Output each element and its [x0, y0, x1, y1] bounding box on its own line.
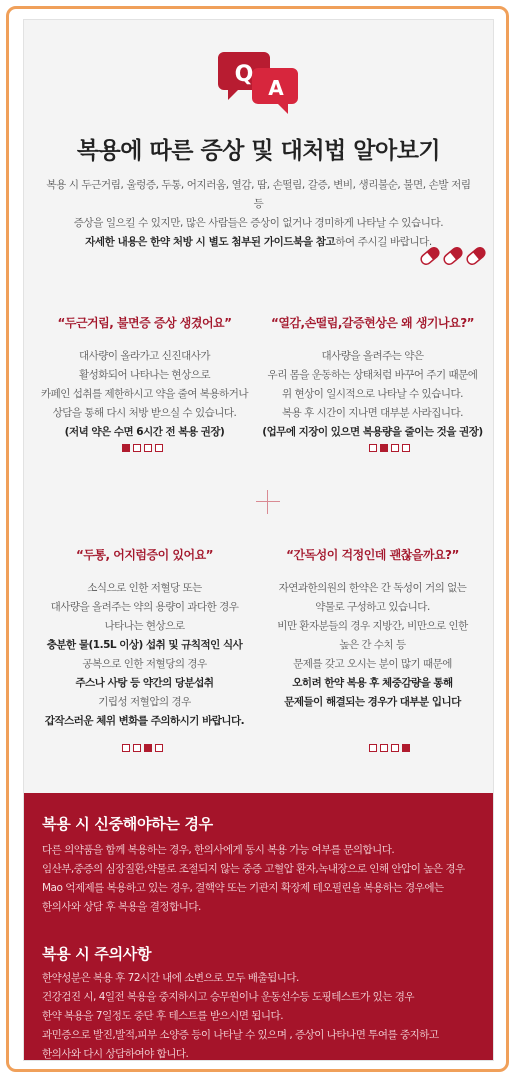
answer-line: 공복으로 인한 저혈당의 경우	[82, 658, 207, 670]
intro-tail: 하여 주시길 바랍니다.	[335, 236, 432, 248]
answer-line: 복용 후 시간이 지나면 대부분 사라집니다.	[282, 407, 463, 419]
qa-item	[32, 546, 257, 731]
pager-dot[interactable]	[133, 444, 141, 452]
caution-line: 임산부,중증의 심장질환,약물로 조절되지 않는 중증 고혈압 환자,녹내장으로 인해 안압이 높은 경우	[42, 863, 465, 875]
intro-text	[44, 176, 473, 252]
content-panel	[23, 19, 494, 1061]
divider-cross	[256, 501, 280, 502]
answer-line: 우리 몸을 운동하는 상태처럼 바꾸어 주기 때문에	[267, 369, 478, 381]
pager-dots	[369, 744, 410, 752]
pager-dot[interactable]	[144, 744, 152, 752]
qa-answer	[260, 579, 485, 712]
answer-line: 대사량을 올려주는 약의 용량이 과다한 경우	[50, 601, 239, 613]
qa-icon	[214, 46, 304, 116]
answer-line: (업무에 지장이 있으면 복용량을 줄이는 것을 권장)	[262, 426, 483, 438]
notice-line: 과민증으로 발진,발적,피부 소양증 등이 나타날 수 있으며 , 증상이 나타나면 투여를 중지하고	[42, 1029, 439, 1041]
notice-lines	[42, 969, 482, 1064]
page-title: 복용에 따른 증상 및 대처법 알아보기	[76, 138, 441, 164]
divider-cross	[267, 490, 268, 514]
caution-line: 한의사와 상담 후 복용을 결정합니다.	[42, 901, 201, 913]
pager-dot[interactable]	[402, 744, 410, 752]
caution-section	[24, 793, 493, 1060]
answer-line: 높은 간 수치 등	[339, 639, 406, 651]
qa-item	[260, 314, 485, 442]
caution-lines	[42, 841, 482, 917]
notice-title: 복용 시 주의사항	[42, 945, 152, 963]
qa-question: “두통, 어지럼증이 있어요”	[75, 548, 214, 562]
qa-question: “열감,손떨림,갈증현상은 왜 생기나요?”	[270, 316, 475, 330]
answer-line: 문제를 갖고 오시는 분이 많기 때문에	[293, 658, 452, 670]
pager-dot[interactable]	[122, 744, 130, 752]
intro-line: 증상을 일으킬 수 있지만, 많은 사람들은 증상이 없거나 경미하게 나타날 수 있습니다.	[73, 217, 444, 229]
notice-line: 한의사와 다시 상담하여야 합니다.	[42, 1048, 189, 1060]
page-frame	[6, 6, 509, 1072]
answer-line: 주스나 사탕 등 약간의 당분섭취	[75, 677, 214, 689]
pager-dot[interactable]	[369, 444, 377, 452]
notice-line: 건강검진 시, 4일전 복용을 중지하시고 승무원이나 운동선수등 도핑테스트가 있는 경우	[42, 991, 415, 1003]
answer-line: 위 현상이 일시적으로 나타날 수 있습니다.	[282, 388, 463, 400]
answer-line: 문제들이 해결되는 경우가 대부분 입니다	[284, 696, 461, 708]
pager-dot[interactable]	[155, 744, 163, 752]
caution-title: 복용 시 신중해야하는 경우	[42, 815, 213, 833]
svg-text:Q: Q	[234, 62, 254, 87]
svg-text:A: A	[268, 76, 284, 100]
answer-line: 기립성 저혈압의 경우	[98, 696, 191, 708]
qa-answer	[32, 579, 257, 731]
answer-line: 상담을 통해 다시 처방 받으실 수 있습니다.	[52, 407, 237, 419]
answer-line: 활성화되어 나타나는 현상으로	[78, 369, 211, 381]
answer-line: 약물로 구성하고 있습니다.	[315, 601, 430, 613]
pager-dot[interactable]	[369, 744, 377, 752]
answer-line: (저녁 약은 수면 6시간 전 복용 권장)	[64, 426, 225, 438]
answer-line: 나타나는 현상으로	[104, 620, 185, 632]
pager-dot[interactable]	[402, 444, 410, 452]
intro-line: 복용 시 두근거림, 울렁증, 두통, 어지러움, 열감, 땀, 손떨림, 갈증, 변비, 생리불순, 불면, 손발 저림 등	[46, 179, 471, 210]
qa-question: “두근거림, 불면증 증상 생겼어요”	[57, 316, 232, 330]
pager-dot[interactable]	[391, 444, 399, 452]
qa-item	[260, 546, 485, 712]
intro-strong: 자세한 내용은 한약 처방 시 별도 첨부된 가이드북을 참고	[85, 236, 336, 248]
pager-dots	[122, 444, 163, 452]
pager-dot[interactable]	[133, 744, 141, 752]
answer-line: 대사량을 올려주는 약은	[321, 350, 424, 362]
qa-question: “간독성이 걱정인데 괜찮을까요?”	[286, 548, 459, 562]
notice-line: 한약성분은 복용 후 72시간 내에 소변으로 모두 배출됩니다.	[42, 972, 299, 984]
answer-line: 비만 환자분들의 경우 지방간, 비만으로 인한	[277, 620, 468, 632]
qa-answer	[32, 347, 257, 442]
pager-dot[interactable]	[380, 444, 388, 452]
answer-line: 대사량이 올라가고 신진대사가	[78, 350, 211, 362]
pager-dots	[369, 444, 410, 452]
caution-line: Mao 억제제를 복용하고 있는 경우, 결핵약 또는 기관지 확장제 테오필린을 복용하는 경우에는	[42, 882, 444, 894]
pager-dot[interactable]	[391, 744, 399, 752]
pager-dot[interactable]	[122, 444, 130, 452]
pills-icon	[418, 242, 488, 270]
answer-line: 자연과한의원의 한약은 간 독성이 거의 없는	[278, 582, 467, 594]
qa-answer	[260, 347, 485, 442]
notice-line: 한약 복용을 7일정도 중단 후 테스트를 받으시면 됩니다.	[42, 1010, 284, 1022]
answer-line: 카페인 섭취를 제한하시고 약을 줄여 복용하거나	[40, 388, 249, 400]
pager-dot[interactable]	[144, 444, 152, 452]
answer-line: 충분한 물(1.5L 이상) 섭취 및 규칙적인 식사	[46, 639, 243, 651]
answer-line: 소식으로 인한 저혈당 또는	[87, 582, 202, 594]
pager-dots	[122, 744, 163, 752]
pager-dot[interactable]	[155, 444, 163, 452]
answer-line: 오히려 한약 복용 후 체중감량을 통해	[292, 677, 453, 689]
caution-line: 다른 의약품을 함께 복용하는 경우, 한의사에게 동시 복용 가능 여부를 문의합니다.	[42, 844, 395, 856]
qa-item	[32, 314, 257, 442]
pager-dot[interactable]	[380, 744, 388, 752]
answer-line: 갑작스러운 체위 변화를 주의하시기 바랍니다.	[44, 715, 245, 727]
intro-line-guide	[44, 233, 473, 252]
